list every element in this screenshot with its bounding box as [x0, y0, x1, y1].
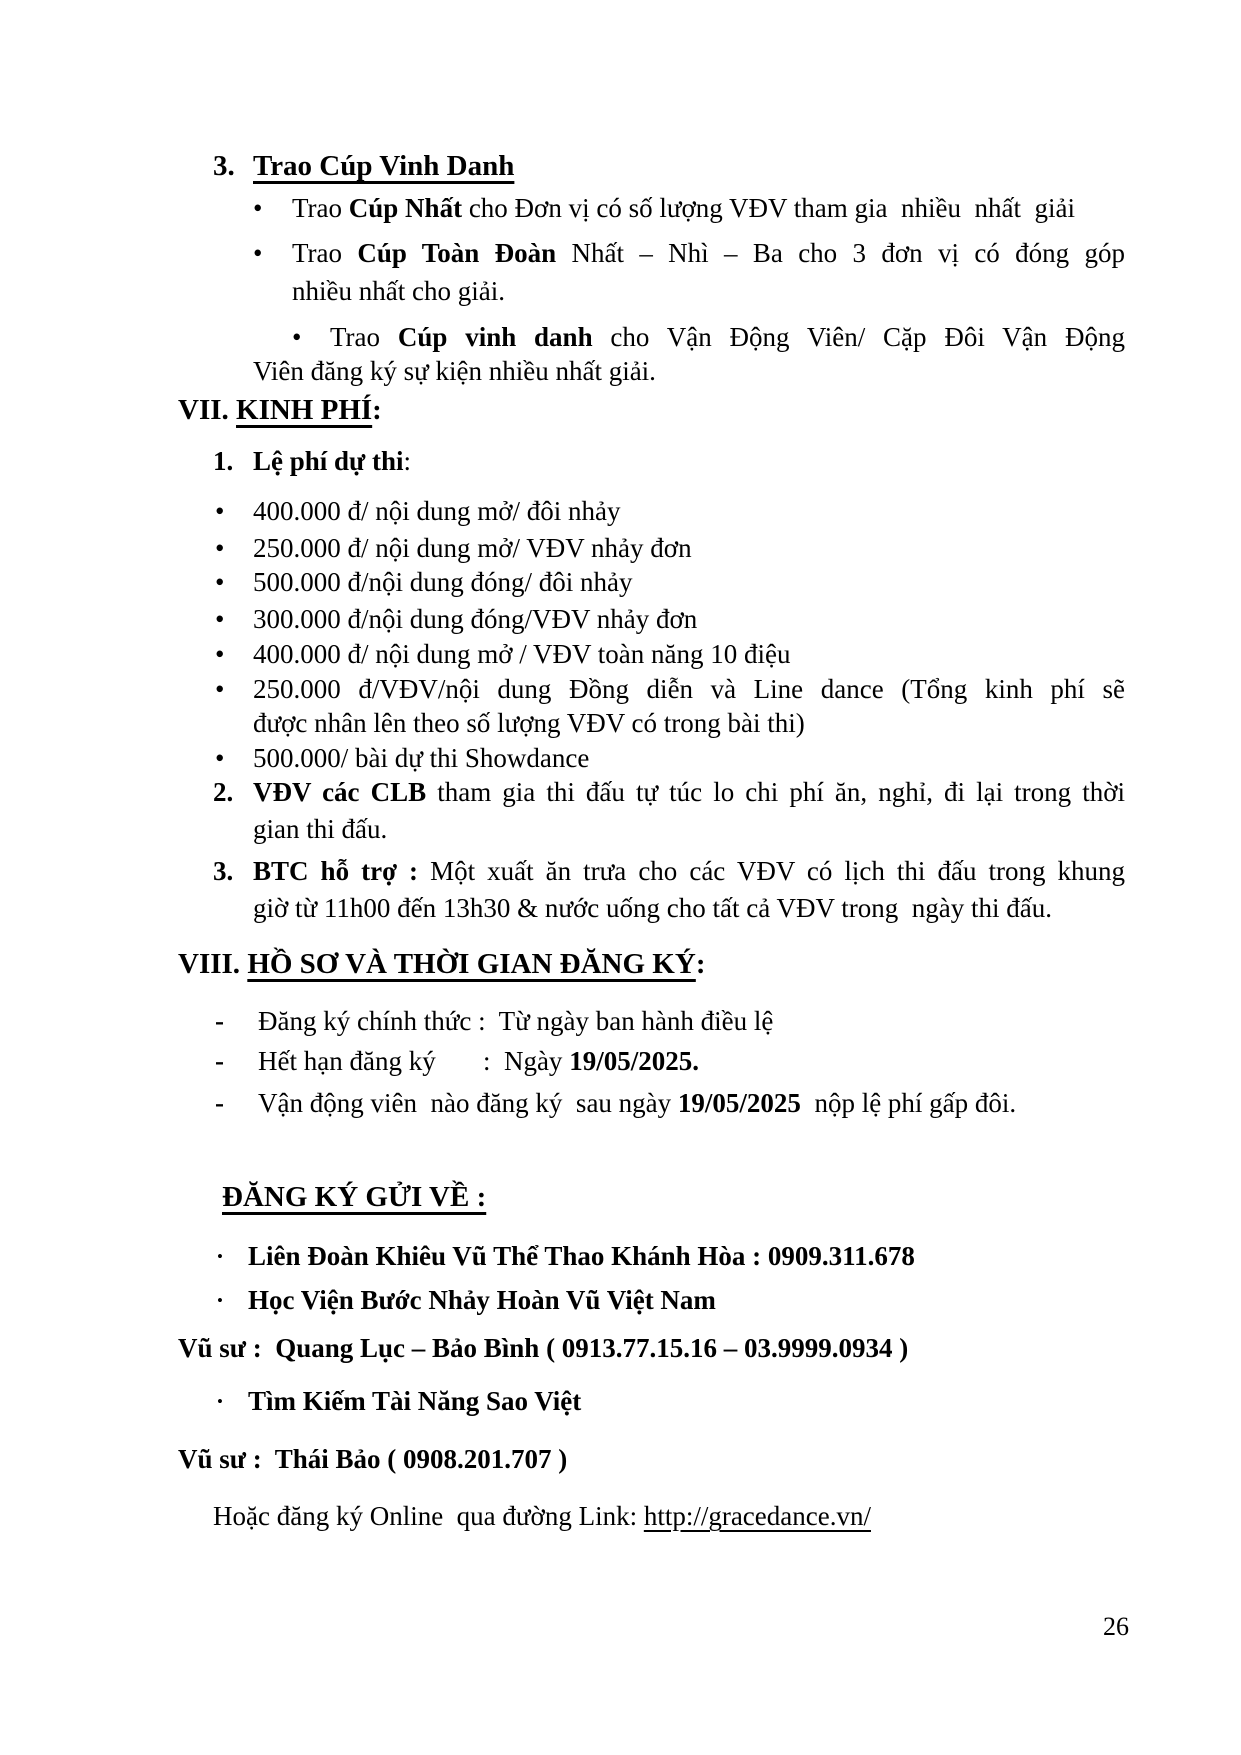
btc-note-bold: BTC hỗ trợ : — [253, 856, 419, 886]
instructor-label: Vũ sư : — [178, 1333, 262, 1363]
section-colon: : — [372, 394, 382, 426]
list-number: 2. — [213, 777, 234, 807]
late-fee-date: 19/05/2025 — [677, 1088, 801, 1118]
section-title: KINH PHÍ — [236, 394, 373, 426]
fee-heading — [0, 444, 1125, 478]
award-bullet-text: cho Đơn vị có số lượng VĐV tham gia nhiều nhất giải — [462, 193, 1075, 223]
bullet-icon: • — [215, 533, 225, 563]
fee-item-text: 500.000/ bài dự thi Showdance — [253, 743, 590, 773]
award-bullet-bold: Cúp Nhất — [348, 193, 463, 223]
gracedance-link[interactable]: http://gracedance.vn/ — [643, 1501, 871, 1531]
bullet-icon: • — [253, 238, 263, 268]
instructor-value: Quang Lục – Bảo Bình ( 0913.77.15.16 – 03.9999.0934 ) — [261, 1333, 909, 1363]
award-bullet-cup-vinh-danh-cont — [0, 354, 1125, 388]
bullet-icon: • — [215, 674, 225, 704]
bullet-icon: • — [217, 1392, 223, 1411]
award-bullet-cup-toan-doan — [0, 236, 1125, 270]
fee-item — [0, 531, 1125, 565]
dash-icon: - — [215, 1006, 224, 1036]
fee-item-text: 250.000 đ/ nội dung mở/ VĐV nhảy đơn — [253, 533, 692, 563]
section-viii-heading — [0, 944, 1125, 984]
register-send-to-heading — [0, 1177, 1125, 1217]
bullet-icon: • — [217, 1247, 223, 1266]
bullet-icon: • — [215, 639, 225, 669]
clb-note-text: tham gia thi đấu tự túc lo chi phí ăn, nghỉ, đi lại trong thời — [426, 777, 1125, 807]
fee-item-cont — [0, 706, 1125, 740]
online-registration-line — [0, 1499, 1125, 1533]
dash-icon: - — [215, 1046, 224, 1076]
fee-item-text: 300.000 đ/nội dung đóng/VĐV nhảy đơn — [253, 604, 698, 634]
clb-note — [0, 775, 1125, 809]
award-bullet-text: Nhất – Nhì – Ba cho 3 đơn vị có đóng góp — [556, 238, 1125, 268]
award-bullet-text: Viên đăng ký sự kiện nhiều nhất giải. — [253, 356, 656, 386]
list-number: 3. — [213, 150, 235, 182]
bullet-icon: • — [217, 1291, 223, 1310]
award-bullet-cup-vinh-danh — [0, 320, 1125, 354]
registration-deadline-date: 19/05/2025. — [569, 1046, 699, 1076]
fee-item — [0, 494, 1125, 528]
clb-note-text: gian thi đấu. — [253, 814, 388, 844]
fee-item-text: 500.000 đ/nội dung đóng/ đôi nhảy — [253, 567, 633, 597]
instructor-value: Thái Bảo ( 0908.201.707 ) — [261, 1444, 568, 1474]
bullet-icon: • — [215, 567, 225, 597]
clb-note-cont — [0, 812, 1125, 846]
section-numeral: VII. — [178, 394, 229, 426]
online-registration-text: Hoặc đăng ký Online qua đường Link: — [213, 1501, 644, 1531]
fee-item-text: được nhân lên theo số lượng VĐV có trong bài thi) — [253, 708, 805, 738]
page-number: 26 — [1103, 1612, 1129, 1641]
bullet-icon: • — [215, 743, 225, 773]
section-colon: : — [695, 948, 706, 980]
fee-item — [0, 602, 1125, 636]
fee-heading-title: Lệ phí dự thi — [253, 446, 404, 476]
award-heading-title: Trao Cúp Vinh Danh — [253, 150, 515, 182]
fee-item-text: 400.000 đ/ nội dung mở/ đôi nhảy — [253, 496, 621, 526]
bullet-icon: • — [215, 496, 225, 526]
btc-note-cont — [0, 891, 1125, 925]
recipient-hoan-vu — [0, 1283, 1125, 1318]
section-title: HỒ SƠ VÀ THỜI GIAN ĐĂNG KÝ — [247, 948, 696, 980]
late-fee-item — [0, 1086, 1125, 1120]
recipient-text: Học Viện Bước Nhảy Hoàn Vũ Việt Nam — [248, 1285, 716, 1315]
register-send-to-title: ĐĂNG KÝ GỬI VỀ : — [222, 1181, 487, 1213]
section-numeral: VIII. — [178, 948, 241, 980]
dash-icon: - — [215, 1088, 224, 1118]
recipient-sao-viet — [0, 1384, 1125, 1419]
award-bullet-bold: Cúp Toàn Đoàn — [357, 238, 557, 268]
section-vii-heading — [0, 390, 1125, 430]
registration-official-item — [0, 1004, 1125, 1038]
list-number: 3. — [213, 856, 234, 886]
award-bullet-text: Trao — [292, 238, 358, 268]
late-fee-text: Vận động viên nào đăng ký sau ngày — [258, 1088, 678, 1118]
fee-item — [0, 672, 1125, 706]
registration-deadline-item — [0, 1044, 1125, 1078]
award-bullet-text: cho Vận Động Viên/ Cặp Đôi Vận Động — [592, 322, 1125, 352]
instructor-label: Vũ sư : — [178, 1444, 262, 1474]
fee-item — [0, 637, 1125, 671]
fee-item — [0, 565, 1125, 599]
btc-note-text: giờ từ 11h00 đến 13h30 & nước uống cho tất cả VĐV trong ngày thi đấu. — [253, 893, 1052, 923]
recipient-text: Liên Đoàn Khiêu Vũ Thể Thao Khánh Hòa : 0909.311.678 — [248, 1241, 915, 1271]
bullet-icon: • — [292, 322, 302, 352]
late-fee-text: nộp lệ phí gấp đôi. — [800, 1088, 1017, 1118]
fee-item — [0, 741, 1125, 775]
award-bullet-cup-toan-doan-cont — [0, 274, 1125, 308]
bullet-icon: • — [215, 604, 225, 634]
instructor-line-2 — [0, 1442, 1125, 1476]
registration-official-text: Đăng ký chính thức : Từ ngày ban hành điều lệ — [258, 1006, 774, 1036]
fee-item-text: 250.000 đ/VĐV/nội dung Đồng diễn và Line dance (Tổng kinh phí sẽ — [253, 674, 1125, 704]
award-bullet-bold: Cúp vinh danh — [397, 322, 593, 352]
award-heading — [0, 146, 1125, 186]
fee-item-text: 400.000 đ/ nội dung mở / VĐV toàn năng 10 điệu — [253, 639, 791, 669]
instructor-line-1 — [0, 1331, 1125, 1365]
btc-note — [0, 854, 1125, 888]
recipient-khanh-hoa — [0, 1239, 1125, 1274]
award-bullet-text: nhiều nhất cho giải. — [292, 276, 505, 306]
award-bullet-text: Trao — [292, 193, 349, 223]
award-bullet-text: Trao — [330, 322, 398, 352]
fee-heading-colon: : — [403, 446, 412, 476]
list-number: 1. — [213, 446, 234, 476]
registration-deadline-text: Hết hạn đăng ký : Ngày — [258, 1046, 570, 1076]
btc-note-text: Một xuất ăn trưa cho các VĐV có lịch thi đấu trong khung — [418, 856, 1126, 886]
recipient-text: Tìm Kiếm Tài Năng Sao Việt — [248, 1386, 582, 1416]
award-bullet-cup-nhat — [0, 191, 1125, 225]
bullet-icon: • — [253, 193, 263, 223]
clb-note-bold: VĐV các CLB — [253, 777, 427, 807]
